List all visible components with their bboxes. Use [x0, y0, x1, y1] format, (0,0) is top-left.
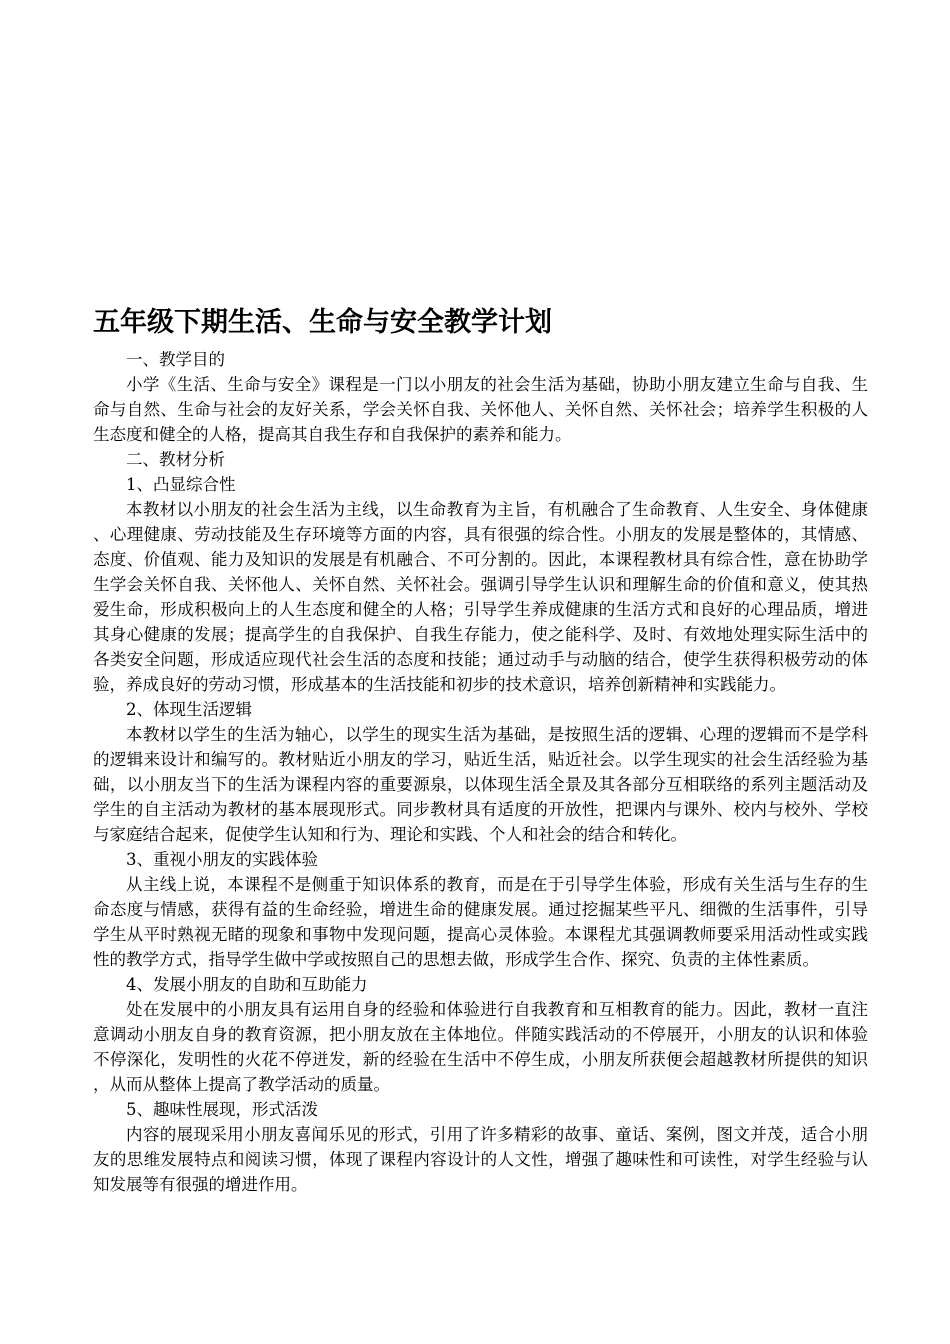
paragraph-self-help: 处在发展中的小朋友具有运用自身的经验和体验进行自我教育和互相教育的能力。因此，教材一直注意调动小朋友自身的教育资源，把小朋友放在主体地位。伴随实践活动的不停展开，小朋友的认识和体验不停深化，发明性的火花不停迸发，新的经验在生活中不停生成，小朋友所获便会超越教材所提供的知识，从而从整体上提高了教学活动的质量。 — [93, 1000, 868, 1094]
subheading-interesting-form: 5、趣味性展现，形式活泼 — [126, 1100, 318, 1119]
subheading-comprehensive: 1、凸显综合性 — [126, 475, 236, 494]
document-title: 五年级下期生活、生命与安全教学计划 — [93, 307, 552, 338]
section-heading-material-analysis: 二、教材分析 — [126, 450, 225, 469]
document-page — [93, 303, 868, 1197]
section-heading-teaching-goals: 一、教学目的 — [126, 350, 225, 369]
paragraph-practice-experience: 从主线上说，本课程不是侧重于知识体系的教育，而是在于引导学生体验，形成有关生活与生存的生命态度与情感，获得有益的生命经验，增进生命的健康发展。通过挖掘某些平凡、细微的生活事件，引导学生从平时熟视无睹的现象和事物中发现问题，提高心灵体验。本课程尤其强调教师要采用活动性或实践性的教学方式，指导学生做中学或按照自己的思想去做，形成学生合作、探究、负责的主体性素质。 — [93, 875, 868, 969]
paragraph-comprehensive: 本教材以小朋友的社会生活为主线，以生命教育为主旨，有机融合了生命教育、人生安全、身体健康、心理健康、劳动技能及生存环境等方面的内容，具有很强的综合性。小朋友的发展是整体的，其情感、态度、价值观、能力及知识的发展是有机融合、不可分割的。因此，本课程教材具有综合性，意在协助学生学会关怀自我、关怀他人、关怀自然、关怀社会。强调引导学生认识和理解生命的价值和意义，使其热爱生命，形成积极向上的人生态度和健全的人格；引导学生养成健康的生活方式和良好的心理品质，增进其身心健康的发展；提高学生的自我保护、自我生存能力，使之能科学、及时、有效地处理实际生活中的各类安全问题，形成适应现代社会生活的态度和技能；通过动手与动脑的结合，使学生获得积极劳动的体验，养成良好的劳动习惯，形成基本的生活技能和初步的技术意识，培养创新精神和实践能力。 — [93, 500, 868, 694]
paragraph-interesting-form: 内容的展现采用小朋友喜闻乐见的形式，引用了许多精彩的故事、童话、案例，图文并茂，适合小朋友的思维发展特点和阅读习惯，体现了课程内容设计的人文性，增强了趣味性和可读性，对学生经验与认知发展等有很强的增进作用。 — [93, 1125, 868, 1194]
subheading-self-help: 4、发展小朋友的自助和互助能力 — [126, 975, 368, 994]
paragraph-life-logic: 本教材以学生的生活为轴心，以学生的现实生活为基础，是按照生活的逻辑、心理的逻辑而不是学科的逻辑来设计和编写的。教材贴近小朋友的学习，贴近生活，贴近社会。以学生现实的社会生活经验为基础，以小朋友当下的生活为课程内容的重要源泉，以体现生活全景及其各部分互相联络的系列主题活动及学生的自主活动为教材的基本展现形式。同步教材具有适度的开放性，把课内与课外、校内与校外、学校与家庭结合起来，促使学生认知和行为、理论和实践、个人和社会的结合和转化。 — [93, 725, 868, 844]
subheading-practice-experience: 3、重视小朋友的实践体验 — [126, 850, 318, 869]
paragraph-teaching-goals: 小学《生活、生命与安全》课程是一门以小朋友的社会生活为基础，协助小朋友建立生命与自我、生命与自然、生命与社会的友好关系，学会关怀自我、关怀他人、关怀自然、关怀社会；培养学生积极的人生态度和健全的人格，提高其自我生存和自我保护的素养和能力。 — [93, 375, 868, 444]
subheading-life-logic: 2、体现生活逻辑 — [126, 700, 252, 719]
